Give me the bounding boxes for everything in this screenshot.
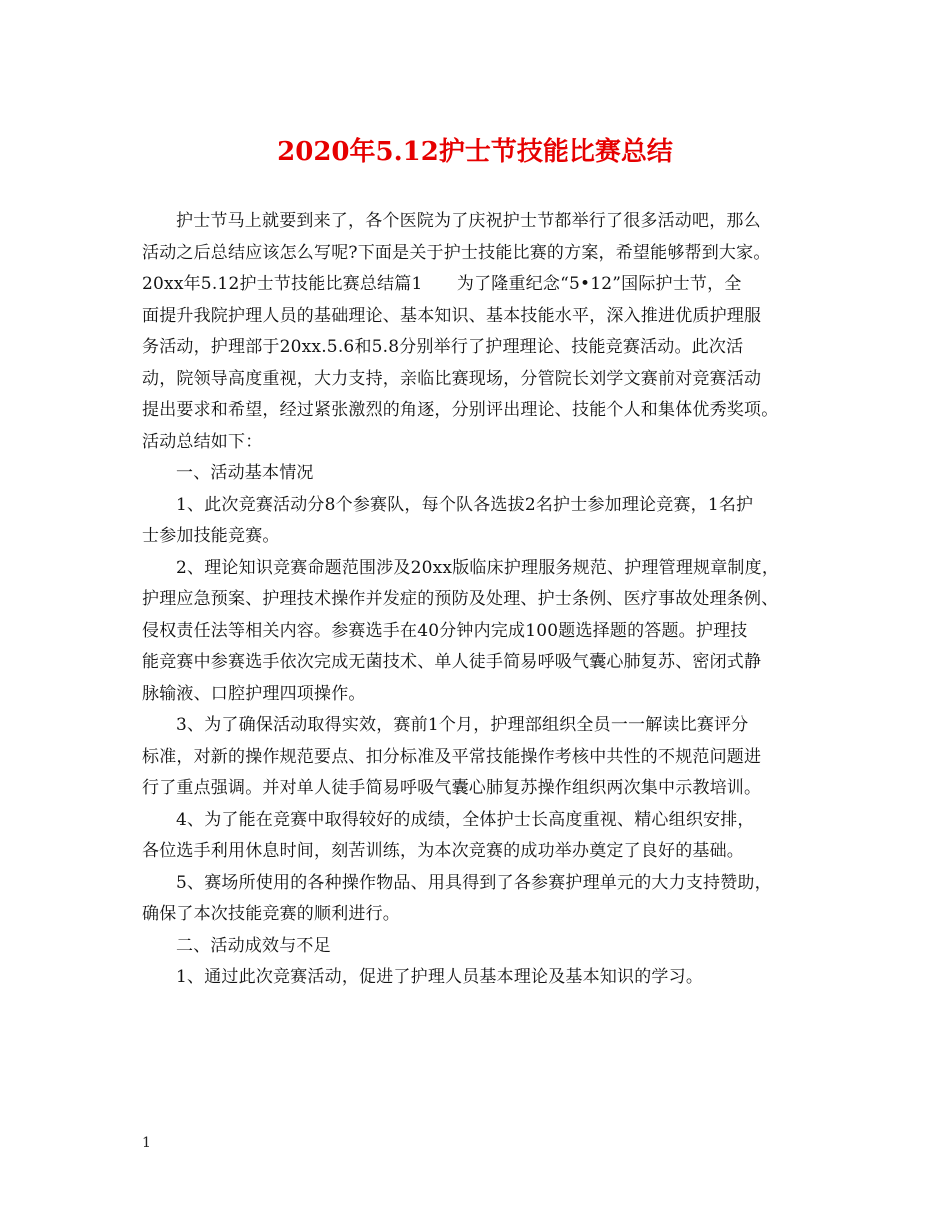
page-number: 1 — [142, 1135, 151, 1151]
body-line: 活动总结如下： — [142, 431, 263, 452]
document-body — [142, 206, 820, 994]
body-line: 务活动，护理部于20xx.5.6和5.8分别举行了护理理论、技能竞赛活动。此次活 — [142, 337, 744, 357]
body-line: 2、理论知识竞赛命题范围涉及20xx版临床护理服务规范、护理管理规章制度， — [176, 557, 780, 578]
body-line: 脉输液、口腔护理四项操作。 — [142, 683, 366, 704]
body-line: 1、此次竞赛活动分8个参赛队，每个队各选拔2名护士参加理论竞赛，1名护 — [176, 494, 754, 515]
body-line: 面提升我院护理人员的基础理论、基本知识、基本技能水平，深入推进优质护理服 — [142, 305, 762, 326]
body-line: 侵权责任法等相关内容。参赛选手在40分钟内完成100题选择题的答题。护理技 — [142, 620, 748, 641]
body-line: 能竞赛中参赛选手依次完成无菌技术、单人徒手简易呼吸气囊心肺复苏、密闭式静 — [142, 652, 762, 672]
body-line: 4、为了能在竞赛中取得较好的成绩，全体护士长高度重视、精心组织安排， — [176, 809, 755, 830]
body-line: 士参加技能竞赛。 — [142, 526, 280, 546]
body-line: 3、为了确保活动取得实效，赛前1个月，护理部组织全员一一解读比赛评分 — [176, 715, 749, 735]
body-line: 活动之后总结应该怎么写呢?下面是关于护士技能比赛的方案，希望能够帮到大家。 — [142, 242, 771, 263]
body-line: 动，院领导高度重视，大力支持，亲临比赛现场，分管院长刘学文赛前对竞赛活动 — [142, 368, 762, 389]
body-line: 各位选手利用休息时间，刻苦训练，为本次竞赛的成功举办奠定了良好的基础。 — [142, 841, 744, 861]
body-line: 二、活动成效与不足 — [176, 935, 331, 956]
document-title: 2020年5.12护士节技能比赛总结 — [277, 137, 673, 167]
body-line: 5、赛场所使用的各种操作物品、用具得到了各参赛护理单元的大力支持赞助， — [176, 872, 772, 893]
body-line: 一、活动基本情况 — [176, 463, 314, 483]
body-line: 提出要求和希望，经过紧张激烈的角逐，分别评出理论、技能个人和集体优秀奖项。 — [142, 400, 779, 420]
body-line: 20xx年5.12护士节技能比赛总结篇1 为了隆重纪念“5•12”国际护士节，全 — [142, 274, 742, 294]
body-line: 行了重点强调。并对单人徒手简易呼吸气囊心肺复苏操作组织两次集中示教培训。 — [142, 778, 762, 798]
body-line: 标准，对新的操作规范要点、扣分标准及平常技能操作考核中共性的不规范问题进 — [142, 746, 762, 767]
body-line: 护士节马上就要到来了，各个医院为了庆祝护士节都举行了很多活动吧，那么 — [176, 211, 761, 231]
body-line: 确保了本次技能竞赛的顺利进行。 — [142, 904, 400, 924]
body-line: 1、通过此次竞赛活动，促进了护理人员基本理论及基本知识的学习。 — [176, 967, 704, 987]
body-line: 护理应急预案、护理技术操作并发症的预防及处理、护士条例、医疗事故处理条例、 — [142, 589, 779, 609]
